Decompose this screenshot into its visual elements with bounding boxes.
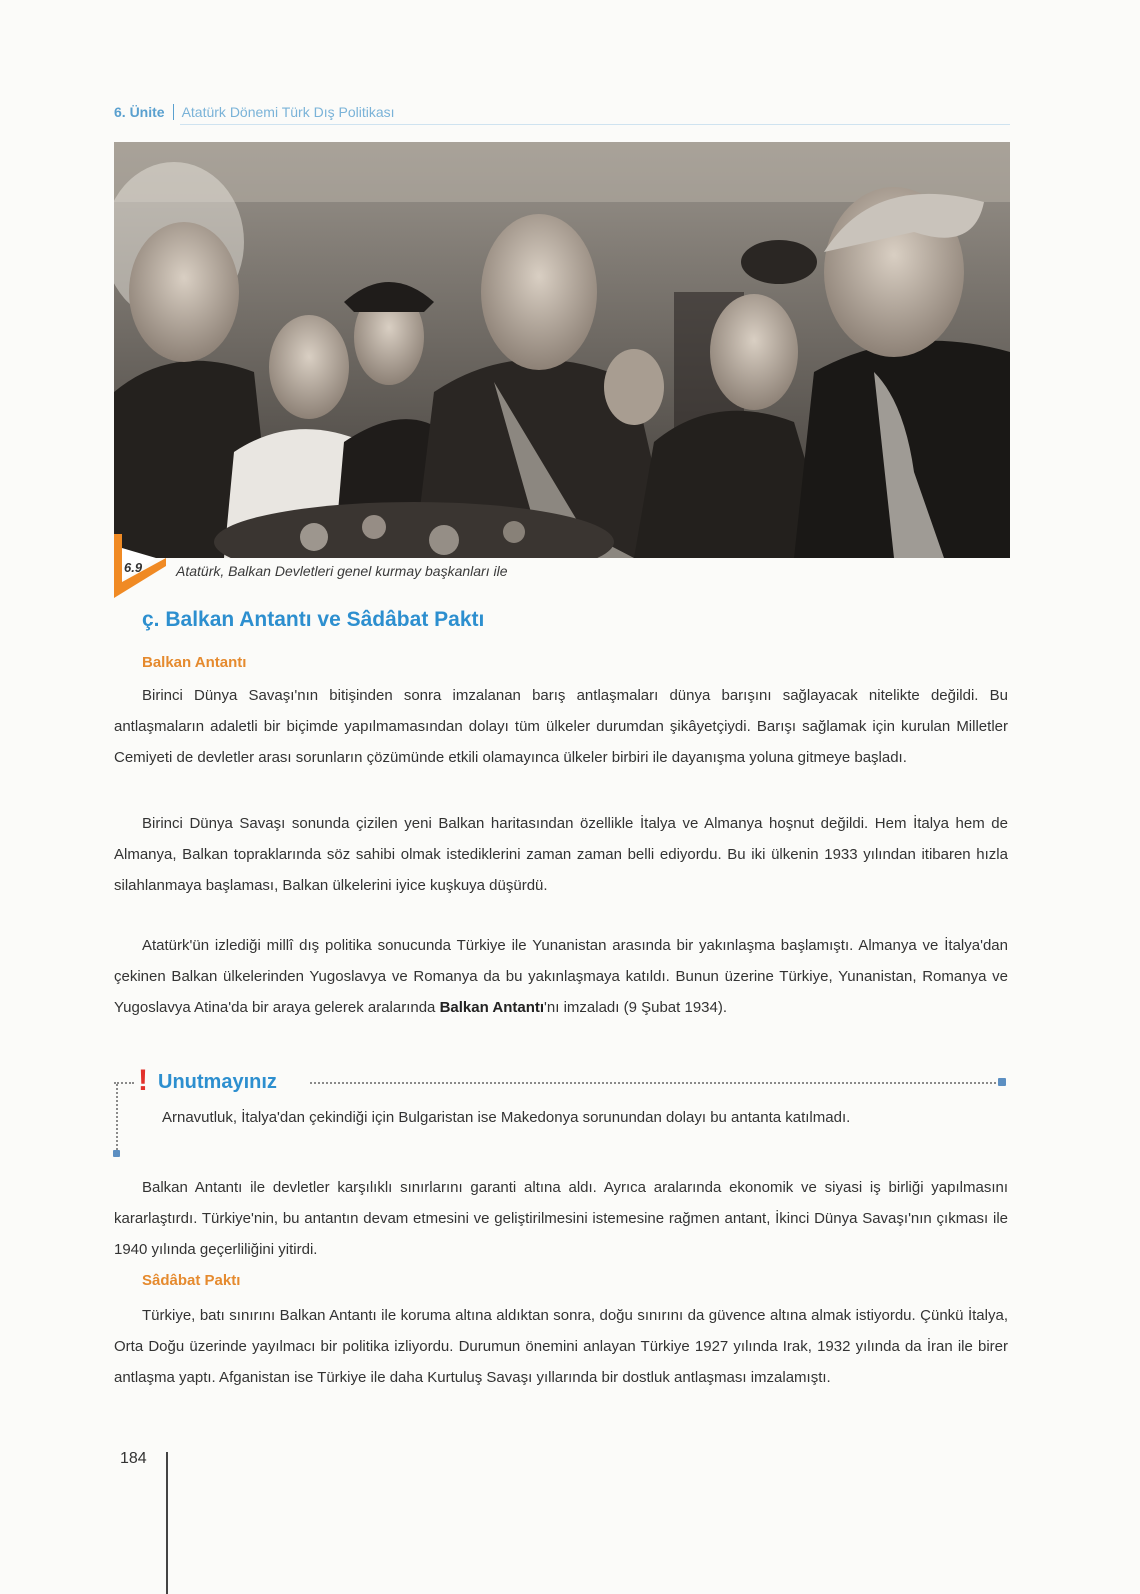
square-bullet-icon: [998, 1078, 1006, 1086]
figure-number: 6.9: [124, 560, 143, 575]
reminder-text: Arnavutluk, İtalya'dan çekindiği için Bulgaristan ise Makedonya sorunundan dolayı bu antanta katılmadı.: [162, 1109, 851, 1126]
square-bullet-icon: [113, 1150, 120, 1157]
sadabat-paragraph-1: Türkiye, batı sınırını Balkan Antantı ile koruma altına aldıktan sonra, doğu sınırını da güvence altına almak istiyordu. Çünkü İtalya, Orta Doğu üzerinde yayılmacı bir politika izliyordu. Durumun önemini anlayan Türkiye 1927 yılında Irak, 1932 yılında da İran ile birer antlaşma yaptı. Afganistan ise Türkiye ile daha Kurtuluş Savaşı yıllarında bir dostluk antlaşması imzalamıştı.: [114, 1307, 1008, 1386]
figure-number-marker: [114, 534, 174, 600]
header-separator: [173, 104, 174, 120]
exclamation-icon: !: [138, 1064, 148, 1097]
page-number-rule: [166, 1452, 168, 1594]
dotted-line-vertical: [116, 1084, 118, 1154]
balkan-paragraph-4: Balkan Antantı ile devletler karşılıklı sınırlarını garanti altına aldı. Ayrıca aralarında ekonomik ve siyasi iş birliği yapılmasını kararlaştırdı. Türkiye'nin, bu antantın devam etmesini ve geliştirilmesini istemesine rağmen antant, İkinci Dünya Savaşı'nın çıkması ile 1940 yılında geçerliliğini yitirdi.: [114, 1179, 1008, 1258]
unit-title: Atatürk Dönemi Türk Dış Politikası: [181, 104, 395, 120]
balkan-paragraph-2: Birinci Dünya Savaşı sonunda çizilen yeni Balkan haritasından özellikle İtalya ve Almanya hoşnut değildi. Hem İtalya hem de Almanya, Balkan topraklarında söz sahibi olmak istediklerini zaman zaman belli ediyordu. Bu iki ülkenin 1933 yılından itibaren hızla silahlanmaya başlaması, Balkan ülkelerini iyice kuşkuya düşürdü.: [114, 815, 1008, 894]
balkan-heading: Balkan Antantı: [142, 654, 247, 671]
bold-term: Balkan Antantı: [439, 999, 545, 1016]
header-rule: [180, 124, 1010, 125]
unit-label: 6. Ünite: [114, 104, 165, 120]
sadabat-heading: Sâdâbat Paktı: [142, 1272, 241, 1289]
section-title: ç. Balkan Antantı ve Sâdâbat Paktı: [142, 608, 485, 631]
paragraph-text: 'nı imzaladı (9 Şubat 1934).: [544, 999, 728, 1016]
reminder-box-header: [114, 1066, 1010, 1096]
photo-illustration: [114, 142, 1010, 558]
page-number: 184: [120, 1450, 147, 1467]
paragraph-text: Atatürk'ün izlediği millî dış politika sonucunda Türkiye ile Yunanistan arasında bir yakınlaşma başlamıştı. Almanya ve İtalya'dan çekinen Balkan ülkelerinden Yugoslavya ve Romanya da bu yakınlaşmaya katıldı. Bunun üzerine Türkiye, Yunanistan, Romanya ve Yugoslavya Atina'da bir araya gelerek aralarında: [114, 937, 1008, 1016]
balkan-paragraph-3: [114, 930, 1008, 1023]
figure-caption: Atatürk, Balkan Devletleri genel kurmay başkanları ile: [176, 563, 508, 579]
historical-photo: [114, 142, 1010, 558]
dotted-line: [310, 1082, 1000, 1084]
balkan-paragraph-1: Birinci Dünya Savaşı'nın bitişinden sonra imzalanan barış antlaşmaları dünya barışını sağlayacak nitelikte değildi. Bu antlaşmaların adaletli bir biçimde yapılmamasından dolayı tüm ülkeler durumdan şikâyetçiydi. Barışı sağlamak için kurulan Milletler Cemiyeti de devletler arası sorunların çözümünde etkili olamayınca ülkeler birbiri ile dayanışma yoluna gitmeye başladı.: [114, 687, 1008, 766]
reminder-title: Unutmayınız: [158, 1071, 277, 1093]
